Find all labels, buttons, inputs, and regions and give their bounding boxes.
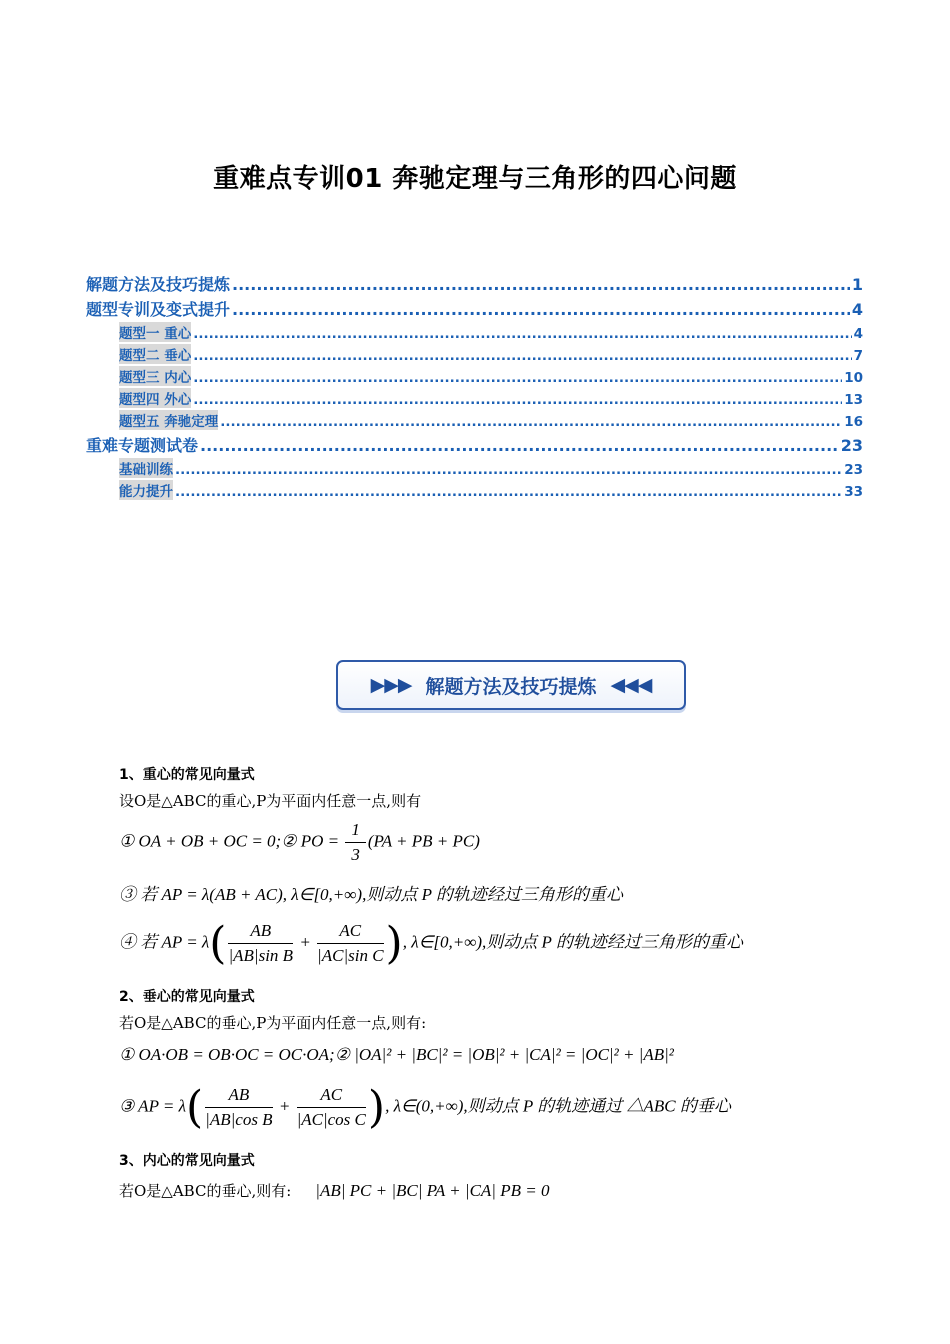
- toc-leader-dots: [193, 326, 851, 342]
- section-3-intro: 若O是△ABC的垂心,则有: |AB| PC + |BC| PA + |CA| PB = 0: [119, 1181, 550, 1200]
- toc-leader-dots: [193, 348, 851, 364]
- fraction-ac-cosc: $\frac{AC}{\text{|AC|cos C}}$: [296, 1085, 366, 1129]
- toc-leader-dots: [193, 370, 842, 386]
- toc-entry-page: 4: [853, 326, 863, 342]
- toc-leader-dots: [175, 462, 842, 478]
- toc-entry-label: 基础训练: [119, 458, 173, 478]
- toc-entry[interactable]: [119, 458, 863, 478]
- toc-entry-label: 题型五 奔驰定理: [119, 410, 218, 430]
- right-arrows-icon: ▶▶▶: [370, 674, 412, 696]
- centroid-formula-1-2: [119, 820, 480, 865]
- section-banner: [336, 660, 686, 710]
- fraction-ac-sinc: $\frac{AC}{\text{|AC|sin C}}$: [317, 921, 384, 965]
- toc-entry[interactable]: [119, 322, 863, 342]
- toc-entry[interactable]: [119, 344, 863, 364]
- orthocenter-formula-3: ③ AP = λ( $\frac{AB}{\text{|AB|cos B}}$ + $\frac{AC}{\text{|AC|cos C}}$ ), λ∈(0,+∞),则动点 P 的轨迹通过 △ABC 的垂心: [119, 1082, 731, 1133]
- toc-entry[interactable]: [119, 366, 863, 386]
- toc-entry[interactable]: [86, 297, 863, 320]
- fraction-one-third: $\frac{1}{3}$: [345, 820, 366, 865]
- formula-2-rhs: (PA + PB + PC): [367, 831, 480, 851]
- formula-2-lhs: ;② PO =: [275, 831, 344, 851]
- toc-entry[interactable]: [86, 433, 863, 456]
- toc-entry-label: 解题方法及技巧提炼: [86, 275, 231, 294]
- left-arrows-icon: ◀◀◀: [610, 674, 652, 696]
- formula-1: ① OA + OB + OC = 0: [119, 831, 276, 851]
- fraction-ab-sinb: $\frac{AB}{\text{|AB|sin B}}$: [228, 921, 294, 965]
- toc-entry-label: 题型一 重心: [119, 322, 191, 342]
- section-3-heading: 3、内心的常见向量式: [119, 1153, 255, 1169]
- toc-entry[interactable]: [119, 480, 863, 500]
- toc-entry-page: 13: [844, 392, 863, 408]
- toc-entry-page: 10: [844, 370, 863, 386]
- toc-leader-dots: [220, 414, 842, 430]
- toc-entry[interactable]: [119, 388, 863, 408]
- page-title: 重难点专训01 奔驰定理与三角形的四心问题: [213, 164, 737, 194]
- toc-entry-label: 题型二 垂心: [119, 344, 191, 364]
- toc-leader-dots: [175, 484, 842, 500]
- toc-entry-page: 16: [844, 414, 863, 430]
- toc-leader-dots: [193, 392, 842, 408]
- incenter-formula: |AB| PC + |BC| PA + |CA| PB = 0: [315, 1181, 550, 1200]
- toc-entry-label: 重难专题测试卷: [86, 436, 199, 455]
- toc-entry-label: 题型四 外心: [119, 388, 191, 408]
- fraction-ab-cosb: $\frac{AB}{\text{|AB|cos B}}$: [205, 1085, 273, 1129]
- section-1-intro: 设O是△ABC的重心,P为平面内任意一点,则有: [119, 792, 422, 810]
- toc-leader-dots: [232, 275, 850, 294]
- toc-entry-page: 33: [844, 484, 863, 500]
- section-1-heading: 1、重心的常见向量式: [119, 767, 255, 783]
- centroid-formula-3: ③ 若 AP = λ(AB + AC), λ∈[0,+∞),则动点 P 的轨迹经过三角形的重心: [119, 885, 623, 904]
- orthocenter-formula-1-2: ① OA·OB = OB·OC = OC·OA;② |OA|² + |BC|² = |OB|² + |CA|² = |OC|² + |AB|²: [119, 1045, 674, 1064]
- toc-entry-page: 7: [853, 348, 863, 364]
- section-2-heading: 2、垂心的常见向量式: [119, 989, 255, 1005]
- toc-entry-page: 23: [844, 462, 863, 478]
- toc-entry-page: 1: [851, 275, 863, 294]
- section-2-intro: 若O是△ABC的垂心,P为平面内任意一点,则有:: [119, 1014, 427, 1032]
- toc-entry-label: 能力提升: [119, 480, 173, 500]
- toc-entry-label: 题型专训及变式提升: [86, 300, 231, 319]
- toc-entry-label: 题型三 内心: [119, 366, 191, 386]
- toc-entry[interactable]: [86, 272, 863, 295]
- toc-entry-page: 4: [851, 300, 863, 319]
- toc-entry[interactable]: [119, 410, 863, 430]
- toc-leader-dots: [200, 436, 839, 455]
- banner-title: 解题方法及技巧提炼: [425, 675, 597, 698]
- centroid-formula-4: ④ 若 AP = λ( $\frac{AB}{\text{|AB|sin B}}$ + $\frac{AC}{\text{|AC|sin C}}$ ), λ∈[0,+∞),则动点 P 的轨迹经过三角形的重心: [119, 918, 743, 969]
- toc-leader-dots: [232, 300, 850, 319]
- toc-entry-page: 23: [840, 436, 863, 455]
